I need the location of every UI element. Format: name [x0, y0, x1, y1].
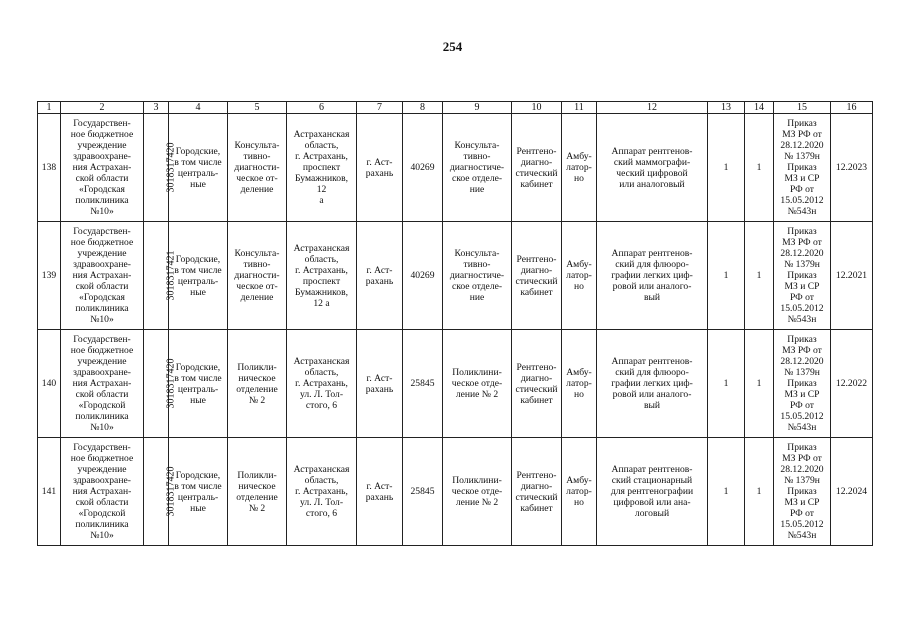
equipment: Аппарат рентгенов- ский стационарный для рентгенографии цифровой или ана- логовый	[597, 438, 708, 546]
column-header: 10	[512, 102, 562, 114]
care-mode: Амбу- латор- но	[562, 114, 597, 222]
settlement-type: Городские, в том числе централь- ные	[169, 330, 228, 438]
quantity-2: 1	[745, 330, 774, 438]
address: Астраханская область, г. Астрахань, ул. Л. Тол- стого, 6	[287, 330, 357, 438]
city: г. Аст- рахань	[357, 438, 403, 546]
settlement-type: Городские, в том числе централь- ные	[169, 222, 228, 330]
column-number-row	[38, 102, 873, 114]
quantity-1: 1	[708, 330, 745, 438]
code: 25845	[403, 438, 443, 546]
date: 12.2022	[831, 330, 873, 438]
code: 40269	[403, 222, 443, 330]
inn-text: 3018317420	[165, 142, 177, 193]
department: Поликлини- ческое отде- ление № 2	[443, 438, 512, 546]
organization-inn	[144, 438, 177, 546]
department: Поликлини- ческое отде- ление № 2	[443, 330, 512, 438]
column-header: 13	[708, 102, 745, 114]
column-header: 5	[228, 102, 287, 114]
equipment: Аппарат рентгенов- ский маммографи- ческий цифровой или аналоговый	[597, 114, 708, 222]
care-mode: Амбу- латор- но	[562, 438, 597, 546]
organization-inn	[144, 330, 177, 438]
subdivision: Консульта- тивно- диагности- ческое от- деление	[228, 114, 287, 222]
column-header: 2	[61, 102, 144, 114]
organization-name: Государствен- ное бюджетное учреждение здравоохране- ния Астрахан- ской области «Городской поликлиника №10»	[61, 438, 144, 546]
row-number: 139	[38, 222, 61, 330]
department: Консульта- тивно- диагностиче- ское отделе- ние	[443, 114, 512, 222]
column-header: 7	[357, 102, 403, 114]
address: Астраханская область, г. Астрахань, проспект Бумажников, 12 а	[287, 114, 357, 222]
care-mode: Амбу- латор- но	[562, 222, 597, 330]
inn-text: 3018317420	[165, 358, 177, 409]
date: 12.2024	[831, 438, 873, 546]
city: г. Аст- рахань	[357, 222, 403, 330]
settlement-type: Городские, в том числе централь- ные	[169, 114, 228, 222]
quantity-2: 1	[745, 114, 774, 222]
care-mode: Амбу- латор- но	[562, 330, 597, 438]
column-header: 15	[774, 102, 831, 114]
table-row	[38, 222, 873, 330]
quantity-2: 1	[745, 222, 774, 330]
quantity-2: 1	[745, 438, 774, 546]
row-number: 140	[38, 330, 61, 438]
address: Астраханская область, г. Астрахань, ул. Л. Тол- стого, 6	[287, 438, 357, 546]
quantity-1: 1	[708, 114, 745, 222]
room: Рентгено- диагно- стический кабинет	[512, 114, 562, 222]
row-number: 141	[38, 438, 61, 546]
column-header: 16	[831, 102, 873, 114]
subdivision: Поликли- ническое отделение № 2	[228, 438, 287, 546]
regulation-order: Приказ МЗ РФ от 28.12.2020 № 1379н Приказ МЗ и СР РФ от 15.05.2012 №543н	[774, 222, 831, 330]
row-number: 138	[38, 114, 61, 222]
department: Консульта- тивно- диагностиче- ское отделе- ние	[443, 222, 512, 330]
subdivision: Поликли- ническое отделение № 2	[228, 330, 287, 438]
room: Рентгено- диагно- стический кабинет	[512, 222, 562, 330]
regulation-order: Приказ МЗ РФ от 28.12.2020 № 1379н Приказ МЗ и СР РФ от 15.05.2012 №543н	[774, 114, 831, 222]
address: Астраханская область, г. Астрахань, проспект Бумажников, 12 а	[287, 222, 357, 330]
column-header: 4	[169, 102, 228, 114]
settlement-type: Городские, в том числе централь- ные	[169, 438, 228, 546]
regulation-order: Приказ МЗ РФ от 28.12.2020 № 1379н Приказ МЗ и СР РФ от 15.05.2012 №543н	[774, 330, 831, 438]
organization-name: Государствен- ное бюджетное учреждение здравоохране- ния Астрахан- ской области «Городская поликлиника №10»	[61, 114, 144, 222]
city: г. Аст- рахань	[357, 114, 403, 222]
table-row	[38, 438, 873, 546]
page-number: 254	[442, 39, 463, 54]
regulation-order: Приказ МЗ РФ от 28.12.2020 № 1379н Приказ МЗ и СР РФ от 15.05.2012 №543н	[774, 438, 831, 546]
date: 12.2021	[831, 222, 873, 330]
column-header: 1	[38, 102, 61, 114]
column-header: 12	[597, 102, 708, 114]
city: г. Аст- рахань	[357, 330, 403, 438]
room: Рентгено- диагно- стический кабинет	[512, 438, 562, 546]
column-header: 14	[745, 102, 774, 114]
date: 12.2023	[831, 114, 873, 222]
column-header: 8	[403, 102, 443, 114]
organization-name: Государствен- ное бюджетное учреждение здравоохране- ния Астрахан- ской области «Городская поликлиника №10»	[61, 222, 144, 330]
equipment: Аппарат рентгенов- ский для флюоро- графии легких циф- ровой или аналого- вый	[597, 222, 708, 330]
room: Рентгено- диагно- стический кабинет	[512, 330, 562, 438]
column-header: 6	[287, 102, 357, 114]
column-header: 3	[144, 102, 169, 114]
organization-name: Государствен- ное бюджетное учреждение здравоохране- ния Астрахан- ской области «Городской поликлиника №10»	[61, 330, 144, 438]
column-header: 11	[562, 102, 597, 114]
column-header: 9	[443, 102, 512, 114]
subdivision: Консульта- тивно- диагности- ческое от- деление	[228, 222, 287, 330]
quantity-1: 1	[708, 222, 745, 330]
table-row	[38, 114, 873, 222]
inn-text: 3018317421	[165, 250, 177, 301]
equipment: Аппарат рентгенов- ский для флюоро- графии легких циф- ровой или аналого- вый	[597, 330, 708, 438]
quantity-1: 1	[708, 438, 745, 546]
inn-text: 3018317420	[165, 466, 177, 517]
code: 25845	[403, 330, 443, 438]
code: 40269	[403, 114, 443, 222]
organization-inn	[144, 222, 177, 330]
organization-inn	[144, 114, 177, 222]
equipment-register-table	[37, 101, 873, 546]
table-row	[38, 330, 873, 438]
